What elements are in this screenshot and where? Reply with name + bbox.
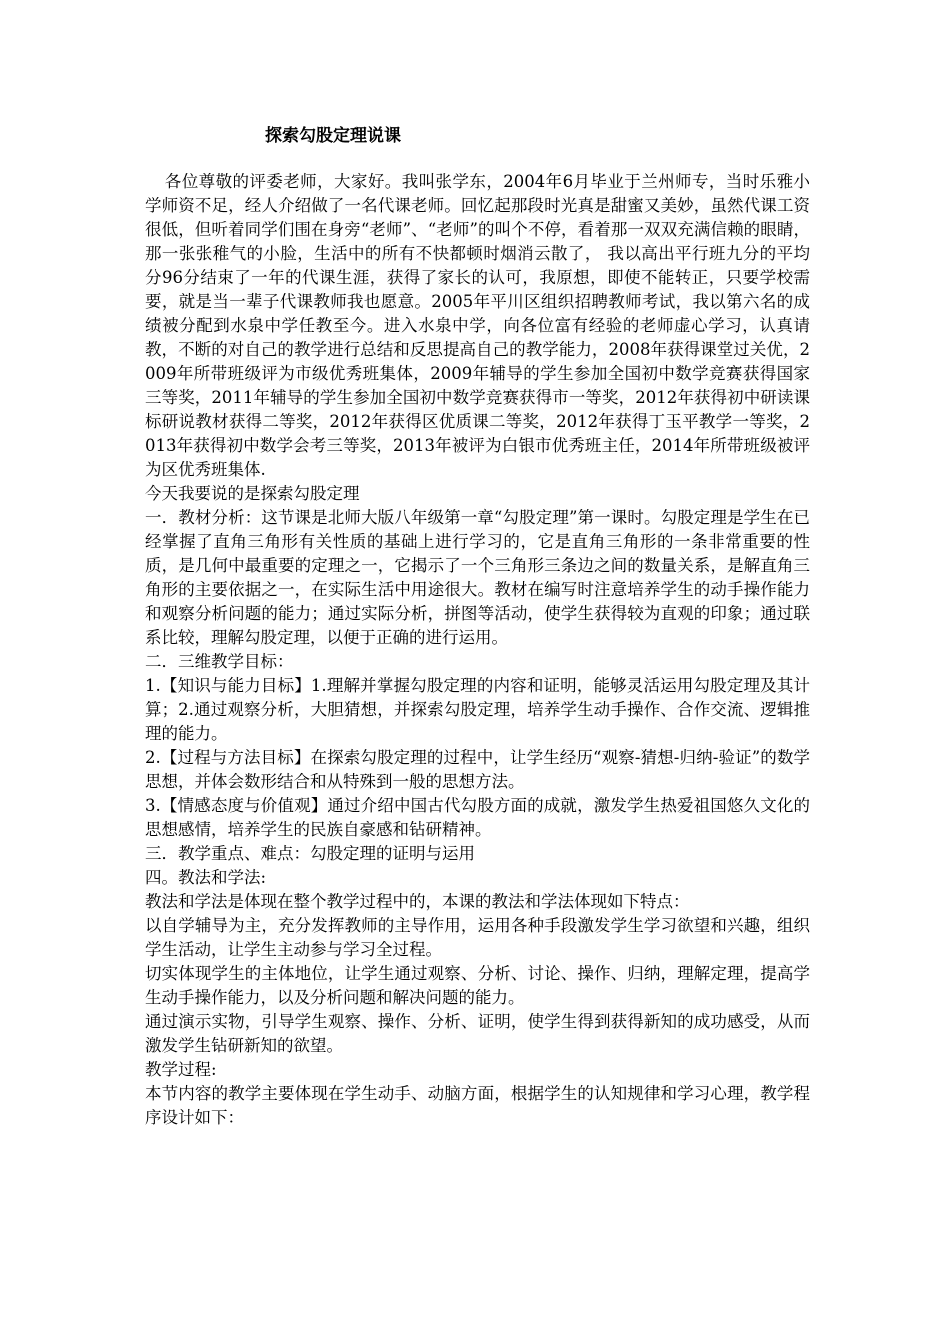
method-point-1: 以自学辅导为主，充分发挥教师的主导作用，运用各种手段激发学生学习欲望和兴趣，组织学生活动，让学生主动参与学习全过程。 bbox=[145, 916, 810, 959]
objectives-heading: 二．三维教学目标： bbox=[145, 652, 294, 671]
document-title: 探索勾股定理说课 bbox=[265, 126, 401, 146]
knowledge-objective-paragraph: 1.【知识与能力目标】1.理解并掌握勾股定理的内容和证明，能够灵活运用勾股定理及其计算；2.通过观察分析，大胆猜想，并探索勾股定理，培养学生动手操作、合作交流、逻辑推理的能力。 bbox=[145, 676, 810, 743]
methods-intro-paragraph: 教法和学法是体现在整个教学过程中的，本课的教法和学法体现如下特点： bbox=[145, 892, 690, 911]
document-body bbox=[145, 170, 810, 1130]
method-point-2: 切实体现学生的主体地位，让学生通过观察、分析、讨论、操作、归纳，理解定理，提高学生动手操作能力，以及分析问题和解决问题的能力。 bbox=[145, 964, 810, 1007]
attitude-objective-paragraph: 3.【情感态度与价值观】通过介绍中国古代勾股方面的成就，激发学生热爱祖国悠久文化的思想感情，培养学生的民族自豪感和钻研精神。 bbox=[145, 796, 810, 839]
teaching-process-heading: 教学过程: bbox=[145, 1060, 217, 1079]
teaching-process-paragraph: 本节内容的教学主要体现在学生动手、动脑方面，根据学生的认知规律和学习心理，教学程序设计如下： bbox=[145, 1084, 810, 1127]
methods-heading: 四。教法和学法: bbox=[145, 868, 267, 887]
key-points-heading: 三．教学重点、难点：勾股定理的证明与运用 bbox=[145, 844, 475, 863]
topic-line: 今天我要说的是探索勾股定理 bbox=[145, 484, 360, 503]
process-objective-paragraph: 2.【过程与方法目标】在探索勾股定理的过程中，让学生经历“观察-猜想-归纳-验证”的数学思想，并体会数形结合和从特殊到一般的思想方法。 bbox=[145, 748, 810, 791]
textbook-analysis-paragraph: 一．教材分析：这节课是北师大版八年级第一章“勾股定理”第一课时。勾股定理是学生在已经掌握了直角三角形有关性质的基础上进行学习的，它是直角三角形的一条非常重要的性质，是几何中最重要的定理之一，它揭示了一个三角形三条边之间的数量关系，是解直角三角形的主要依据之一，在实际生活中用途很大。教材在编写时注意培养学生的动手操作能力和观察分析问题的能力；通过实际分析，拼图等活动，使学生获得较为直观的印象；通过联系比较，理解勾股定理，以便于正确的进行运用。 bbox=[145, 508, 810, 647]
intro-paragraph: 各位尊敬的评委老师，大家好。我叫张学东，2004年6月毕业于兰州师专，当时乐雅小学师资不足，经人介绍做了一名代课老师。回忆起那段时光真是甜蜜又美妙，虽然代课工资很低，但听着同学们围在身旁“老师”、“老师”的叫个不停，看着那一双双充满信赖的眼睛，那一张张稚气的小脸，生活中的所有不快都顿时烟消云散了， 我以高出平行班九分的平均分96分结束了一年的代课生涯，获得了家长的认可，我原想，即使不能转正，只要学校需要，就是当一辈子代课教师我也愿意。2005年平川区组织招聘教师考试，我以第六名的成绩被分配到水泉中学任教至今。进入水泉中学，向各位富有经验的老师虚心学习，认真请教，不断的对自己的教学进行总结和反思提高自己的教学能力，2008年获得课堂过关优，2009年所带班级评为市级优秀班集体，2009年辅导的学生参加全国初中数学竞赛获得国家三等奖，2011年辅导的学生参加全国初中数学竞赛获得市一等奖，2012年获得初中研读课标研说教材获得二等奖，2012年获得区优质课二等奖，2012年获得丁玉平教学一等奖，2013年获得初中数学会考三等奖，2013年被评为白银市优秀班主任，2014年所带班级被评为区优秀班集体. bbox=[145, 172, 810, 479]
method-point-3: 通过演示实物，引导学生观察、操作、分析、证明，使学生得到获得新知的成功感受，从而激发学生钻研新知的欲望。 bbox=[145, 1012, 810, 1055]
